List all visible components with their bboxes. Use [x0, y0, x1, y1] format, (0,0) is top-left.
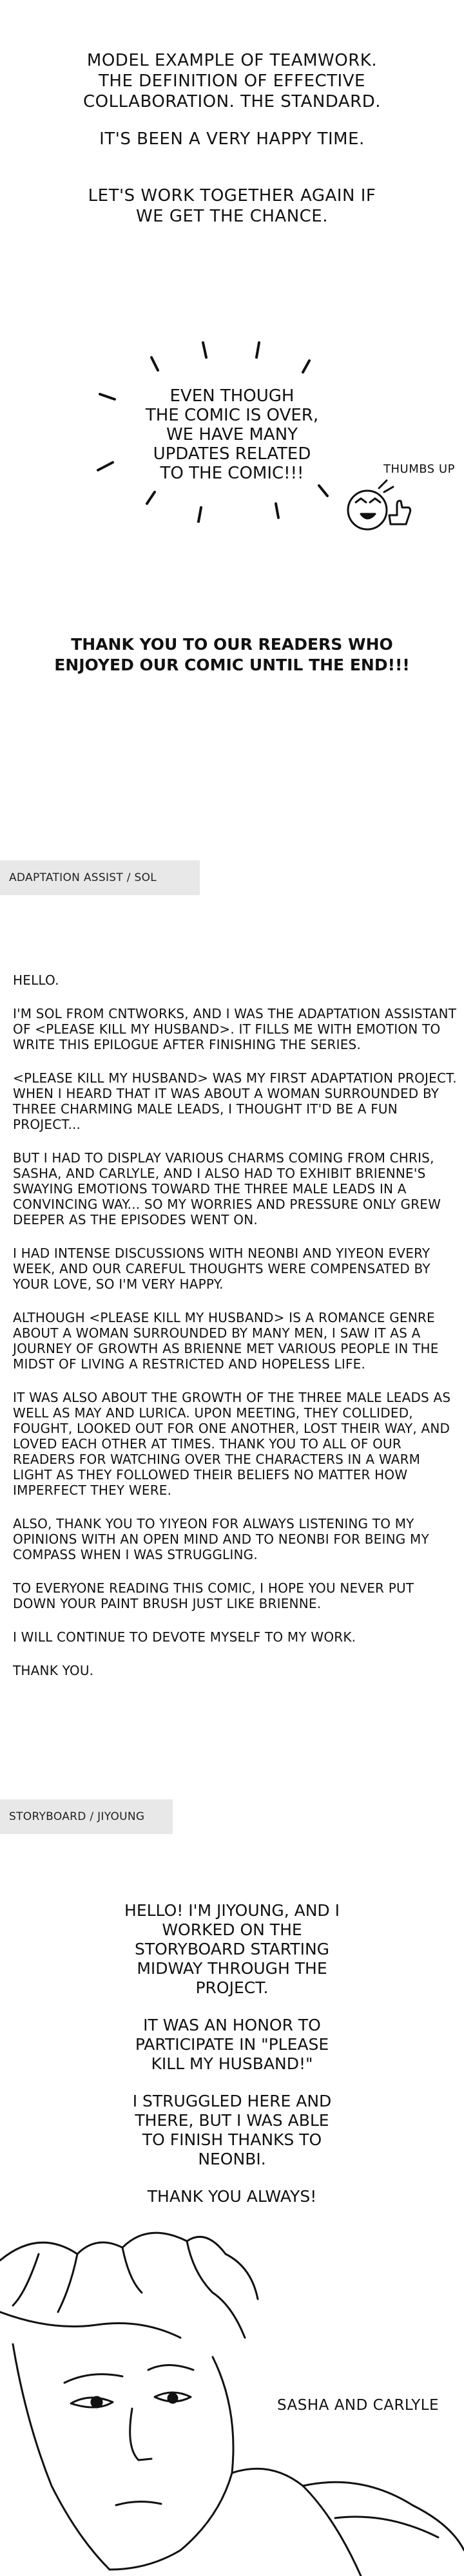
sol-paragraph: I WILL CONTINUE TO DEVOTE MYSELF TO MY WORK.	[13, 1629, 356, 1645]
burst-message	[132, 386, 332, 483]
sol-paragraph: THANK YOU.	[13, 1663, 94, 1678]
adaptation-assist-banner: ADAPTATION ASSIST / SOL	[0, 860, 200, 895]
readers-thanks-line-2: ENJOYED OUR COMIC UNTIL THE END!!!	[54, 656, 410, 674]
sol-paragraph: BUT I HAD TO DISPLAY VARIOUS CHARMS COMING FROM CHRIS, SASHA, AND CARLYLE, AND I ALSO HAD TO EXHIBIT BRIENNE'S SWAYING EMOTIONS TOWARD THE THREE MALE LEADS IN A CONVINCING WAY... SO MY WORRIES AND PRESSURE ONLY GREW DEEPER AS THE EPISODES WENT ON.	[13, 1150, 441, 1227]
sol-paragraph: TO EVERYONE READING THIS COMIC, I HOPE YOU NEVER PUT DOWN YOUR PAINT BRUSH JUST LIKE BRIENNE.	[13, 1580, 414, 1611]
sol-paragraph: IT WAS ALSO ABOUT THE GROWTH OF THE THREE MALE LEADS AS WELL AS MAY AND LURICA. UPON MEETING, THEY COLLIDED, FOUGHT, LOOKED OUT FOR ONE ANOTHER, LOST THEIR WAY, AND LOVED EACH OTHER AT TIMES. THANK YOU TO ALL OF OUR READERS FOR WATCHING OVER THE CHARACTERS IN A WARM LIGHT AS THEY FOLLOWED THEIR BELIEFS NO MATTER HOW IMPERFECT THEY WERE.	[13, 1390, 451, 1498]
sol-paragraph: ALSO, THANK YOU TO YIYEON FOR ALWAYS LISTENING TO MY OPINIONS WITH AN OPEN MIND AND TO NEONBI FOR BEING MY COMPASS WHEN I WAS STRUGGLING.	[13, 1516, 429, 1562]
together-line-2: WE GET THE CHANCE.	[135, 207, 329, 226]
burst-line-3: WE HAVE MANY	[166, 425, 298, 444]
sol-paragraph: ALTHOUGH <PLEASE KILL MY HUSBAND> IS A ROMANCE GENRE ABOUT A WOMAN SURROUNDED BY MANY MEN, I SAW IT AS A JOURNEY OF GROWTH AS BRIENNE MET VARIOUS PEOPLE IN THE MIDST OF LIVING A RESTRICTED AND HOPELESS LIFE.	[13, 1310, 439, 1372]
jiyoung-paragraph: THANK YOU ALWAYS!	[147, 2187, 317, 2206]
teamwork-intro	[0, 50, 464, 112]
sol-letter	[13, 972, 458, 1696]
jiyoung-paragraph: IT WAS AN HONOR TO PARTICIPATE IN "PLEASE KILL MY HUSBAND!"	[135, 2016, 329, 2073]
sol-paragraph: HELLO.	[13, 972, 59, 988]
readers-thanks-line-1: THANK YOU TO OUR READERS WHO	[71, 635, 393, 654]
jiyoung-note	[0, 1901, 464, 2224]
thumbs-up-label: THUMBS UP	[383, 462, 455, 476]
sol-paragraph: <PLEASE KILL MY HUSBAND> WAS MY FIRST ADAPTATION PROJECT. WHEN I HEARD THAT IT WAS ABOUT A WOMAN SURROUNDED BY THREE CHARMING MALE LEADS, I THOUGHT IT'D BE A FUN PROJECT...	[13, 1070, 457, 1132]
burst-line-4: UPDATES RELATED	[153, 444, 311, 464]
sol-paragraph: I HAD INTENSE DISCUSSIONS WITH NEONBI AND YIYEON EVERY WEEK, AND OUR CAREFUL THOUGHTS WERE COMPENSATED BY YOUR LOVE, SO I'M VERY HAPPY.	[13, 1245, 430, 1292]
burst-line-5: TO THE COMIC!!!	[160, 464, 304, 483]
happy-time-text	[0, 129, 464, 149]
intro-line-2: THE DEFINITION OF EFFECTIVE	[99, 71, 365, 91]
storyboard-banner: STORYBOARD / JIYOUNG	[0, 1799, 173, 1834]
intro-line-3: COLLABORATION. THE STANDARD.	[82, 92, 382, 111]
jiyoung-paragraph: I STRUGGLED HERE AND THERE, BUT I WAS ABLE TO FINISH THANKS TO NEONBI.	[132, 2092, 332, 2168]
burst-line-1: EVEN THOUGH	[169, 386, 295, 406]
character-sketch-illustration	[0, 2215, 464, 2576]
sketch-caption: SASHA AND CARLYLE	[277, 2397, 440, 2414]
burst-line-2: THE COMIC IS OVER,	[145, 406, 319, 425]
together-line-1: LET'S WORK TOGETHER AGAIN IF	[88, 186, 376, 205]
work-together-text	[0, 185, 464, 227]
intro-line-1: MODEL EXAMPLE OF TEAMWORK.	[86, 51, 378, 70]
happy-line: IT'S BEEN A VERY HAPPY TIME.	[99, 129, 365, 149]
thumbs-up-character-icon	[342, 477, 412, 541]
sol-paragraph: I'M SOL FROM CNTWORKS, AND I WAS THE ADAPTATION ASSISTANT OF <PLEASE KILL MY HUSBAND>. IT FILLS ME WITH EMOTION TO WRITE THIS EPILOGUE AFTER FINISHING THE SERIES.	[13, 1006, 457, 1052]
jiyoung-paragraph: HELLO! I'M JIYOUNG, AND I WORKED ON THE STORYBOARD STARTING MIDWAY THROUGH THE PROJECT.	[124, 1901, 340, 1997]
readers-thanks	[0, 634, 464, 676]
